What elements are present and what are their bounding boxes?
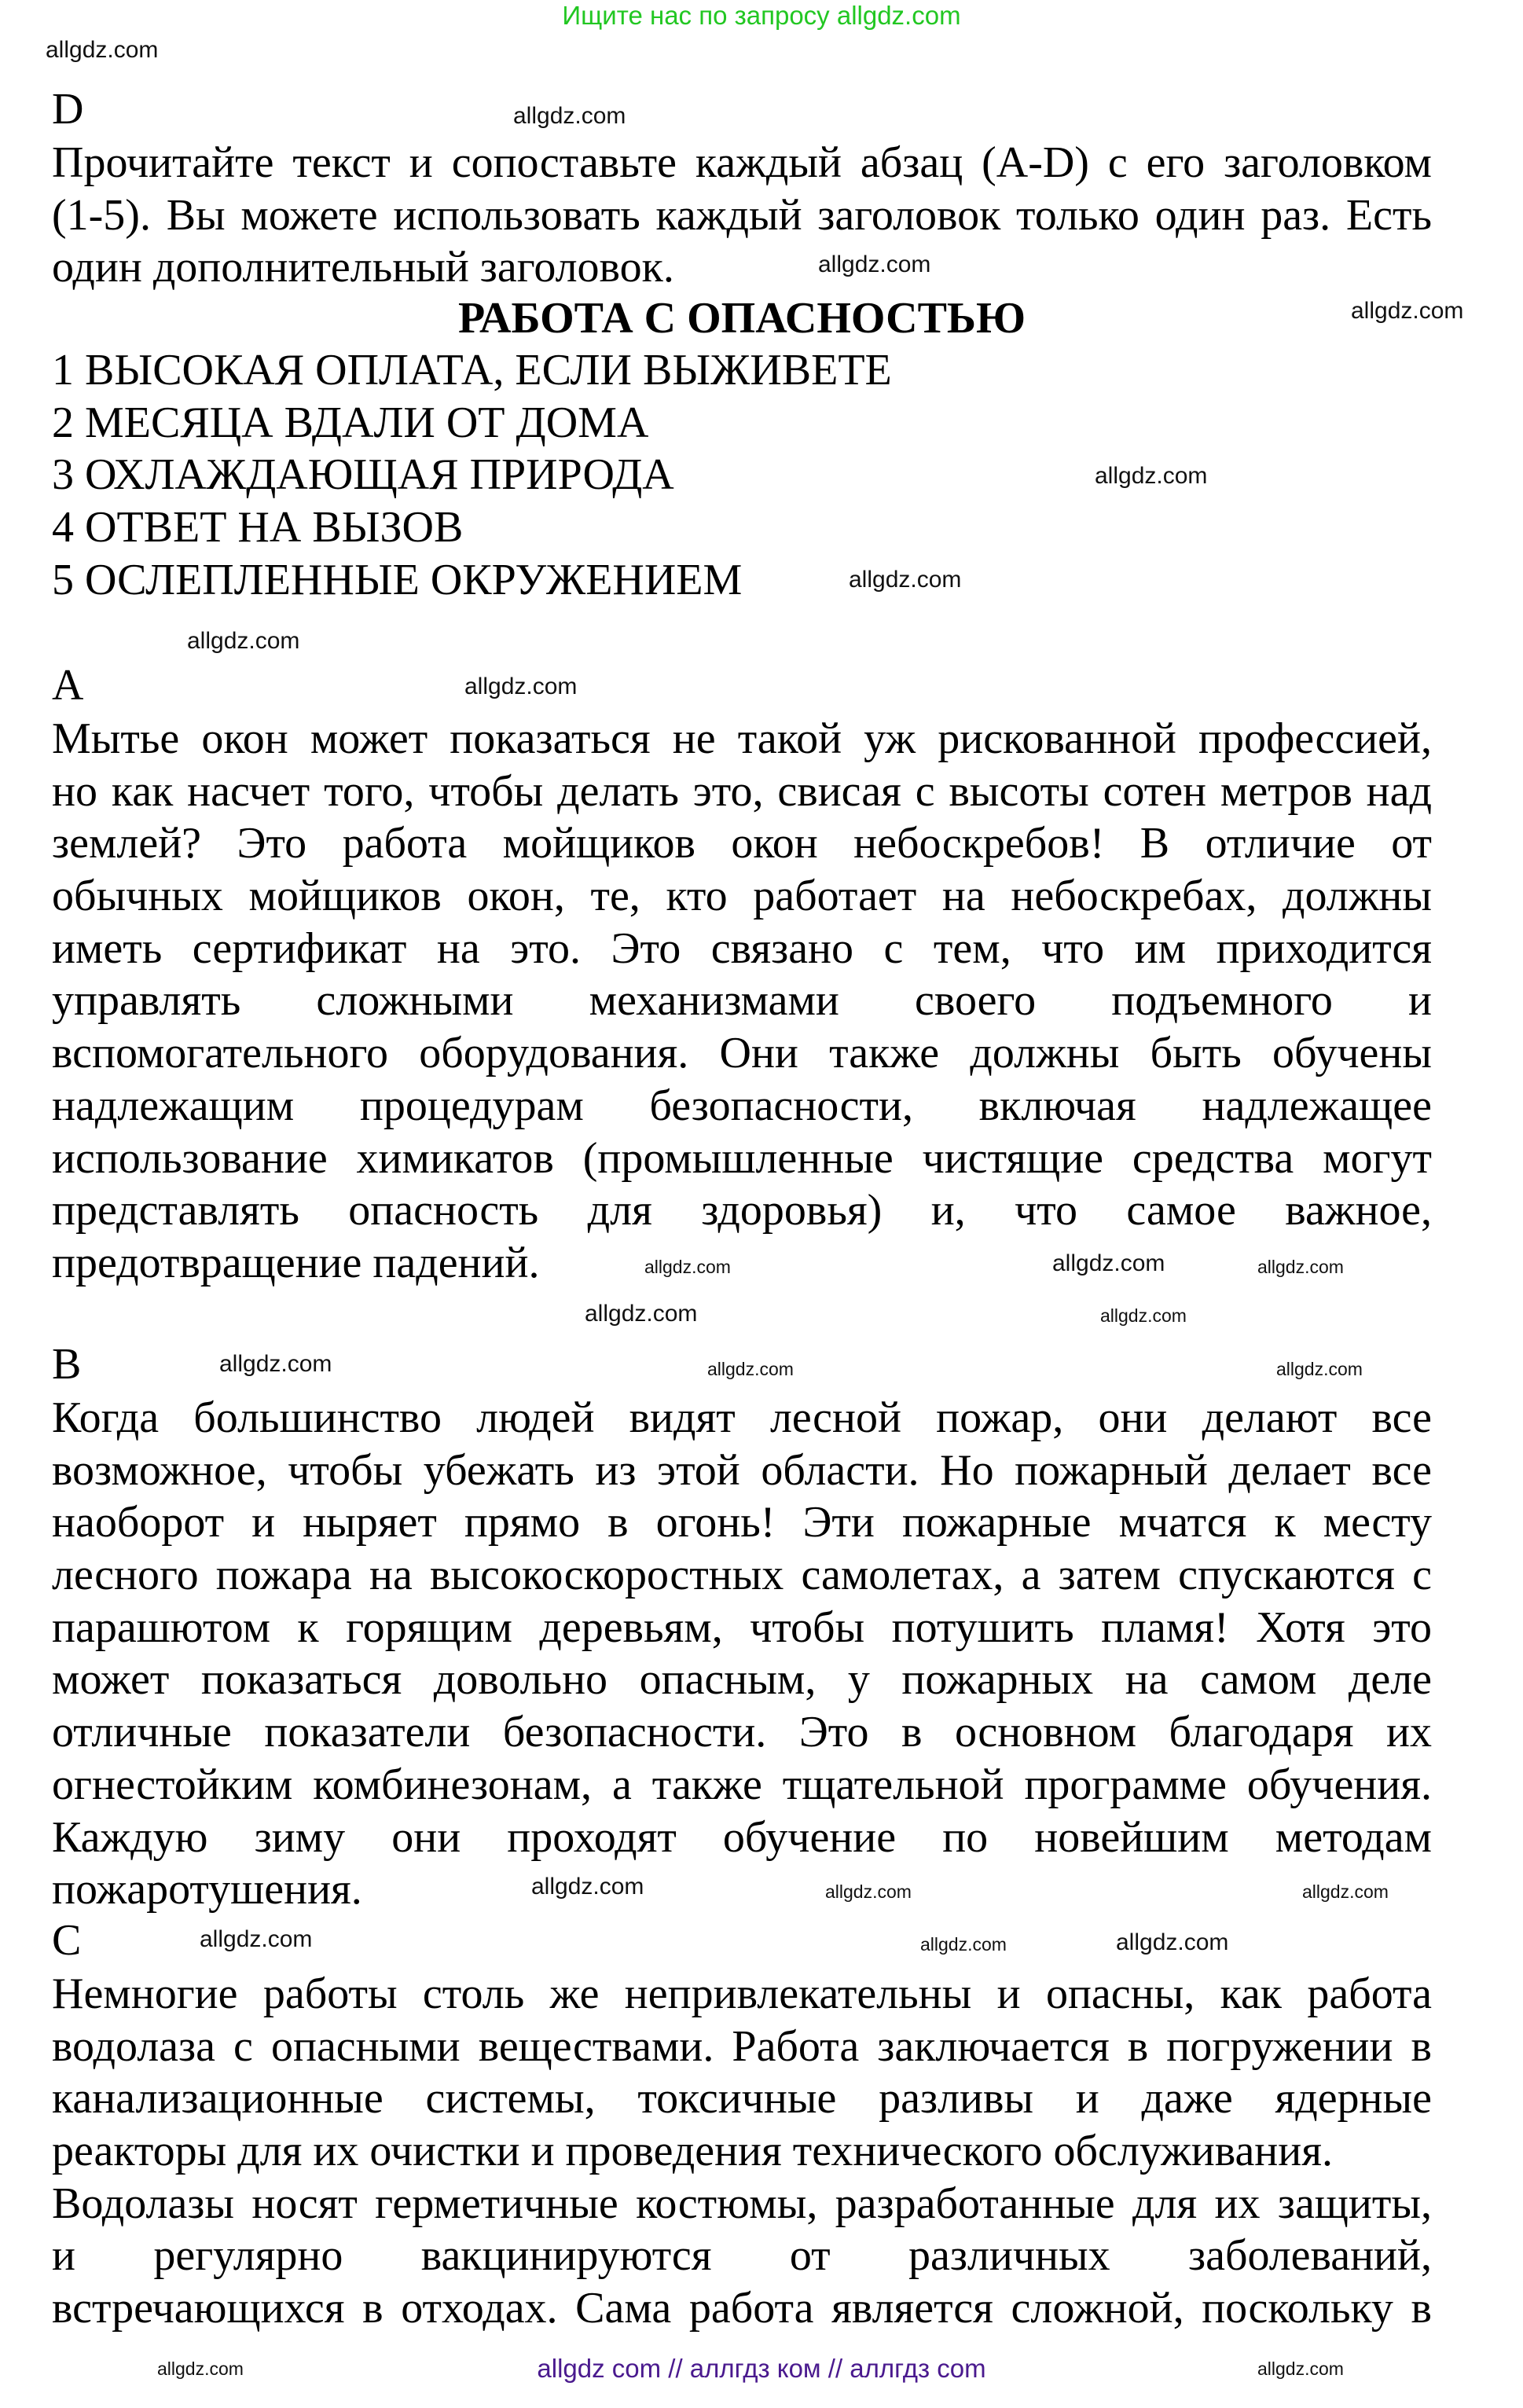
paragraph-a-letter [52,659,1432,712]
heading-option: 2 МЕСЯЦА ВДАЛИ ОТ ДОМА [52,398,649,447]
paragraph-line: водолаза с опасными веществами. Работа заключается в погружении в [52,2021,1432,2071]
heading-option: 4 ОТВЕТ НА ВЫЗОВ [52,503,464,552]
paragraph-line: пожаротушения. [52,1865,362,1914]
watermark: allgdz.com [187,628,300,654]
watermark: allgdz.com [464,674,578,699]
paragraph-line: отличные показатели безопасности. Это в основном благодаря их [52,1708,1432,1757]
heading-option: 1 ВЫСОКАЯ ОПЛАТА, ЕСЛИ ВЫЖИВЕТЕ [52,346,892,395]
paragraph-line: и регулярно вакцинируются от различных заболеваний, [52,2231,1432,2281]
watermark: allgdz.com [818,251,931,277]
paragraph-line: огнестойким комбинезонам, а также тщательной программе обучения. [52,1760,1432,1809]
instruction-line: (1-5). Вы можете использовать каждый заголовок только один раз. Есть [52,190,1432,240]
footer-links: allgdz com // аллгдз ком // аллгдз com [537,2354,986,2383]
watermark: allgdz.com [219,1351,332,1377]
paragraph-line: может показаться довольно опасным, у пожарных на самом деле [52,1655,1432,1705]
paragraph-line: наоборот и ныряет прямо в огонь! Эти пожарные мчатся к месту [52,1498,1432,1547]
watermark: allgdz.com [513,103,626,129]
page-title-row [52,292,1432,345]
watermark: allgdz.com [1100,1305,1187,1326]
paragraph-line: встречающихся в отходах. Сама работа является сложной, поскольку в [52,2284,1432,2333]
instruction-line: Прочитайте текст и сопоставьте каждый абзац (A-D) с его заголовком [52,138,1432,187]
paragraph-line: парашютом к горящим деревьям, чтобы потушить пламя! Хотя это [52,1602,1432,1652]
instruction-text [52,137,1432,294]
watermark: allgdz.com [644,1257,731,1277]
watermark: allgdz.com [157,2358,244,2379]
paragraph-letter: A [52,661,84,710]
watermark: allgdz.com [707,1359,794,1379]
paragraph-line: обычных мойщиков окон, те, кто работает на небоскребах, должны [52,872,1432,921]
paragraph-line: использование химикатов (промышленные чистящие средства могут [52,1133,1432,1183]
paragraph-line: Немногие работы столь же непривлекательны и опасны, как работа [52,1969,1432,2018]
paragraph-line: Мытье окон может показаться не такой уж рискованной профессией, [52,714,1432,763]
paragraph-letter: B [52,1340,82,1389]
paragraph-line: вспомогательного оборудования. Они также должны быть обучены [52,1029,1432,1078]
heading-option: 3 ОХЛАЖДАЮЩАЯ ПРИРОДА [52,450,674,500]
paragraph-a [52,713,1432,1290]
paragraph-b [52,1392,1432,1916]
watermark: allgdz.com [1302,1881,1389,1902]
paragraph-line: надлежащим процедурам безопасности, включая надлежащее [52,1081,1432,1130]
watermark: allgdz.com [1257,2358,1344,2379]
paragraph-line: Когда большинство людей видят лесной пожар, они делают все [52,1393,1432,1442]
paragraph-line: Каждую зиму они проходят обучение по новейшим методам [52,1812,1432,1862]
watermark: allgdz.com [849,567,962,593]
watermark: allgdz.com [200,1926,313,1952]
paragraph-line: лесного пожара на высокоскоростных самолетах, а затем спускаются с [52,1551,1432,1600]
watermark: allgdz.com [1257,1257,1344,1277]
page-title: РАБОТА С ОПАСНОСТЬЮ [457,294,1026,343]
section-letter [52,83,1432,136]
watermark: allgdz.com [1095,463,1208,489]
watermark: allgdz.com [585,1301,698,1327]
watermark: allgdz.com [531,1874,644,1900]
section-letter-text: D [52,85,84,134]
paragraph-line: возможное, чтобы убежать из этой области. Но пожарный делает все [52,1445,1432,1495]
watermark: allgdz.com [46,37,159,63]
paragraph-line: Водолазы носят герметичные костюмы, разработанные для их защиты, [52,2179,1432,2228]
watermark: allgdz.com [1052,1250,1165,1276]
watermark: allgdz.com [1351,298,1464,324]
paragraph-line: иметь сертификат на это. Это связано с тем, что им приходится [52,923,1432,973]
paragraph-line: землей? Это работа мойщиков окон небоскребов! В отличие от [52,819,1432,868]
paragraph-line: управлять сложными механизмами своего подъемного и [52,976,1432,1026]
headings-list [52,344,1432,606]
heading-option: 5 ОСЛЕПЛЕННЫЕ ОКРУЖЕНИЕМ [52,555,743,604]
paragraph-line: реакторы для их очистки и проведения технического обслуживания. [52,2127,1333,2176]
paragraph-line: представлять опасность для здоровья) и, что самое важное, [52,1186,1432,1235]
watermark: allgdz.com [1276,1359,1363,1379]
instruction-line: один дополнительный заголовок. [52,243,674,292]
paragraph-letter: C [52,1916,82,1965]
watermark: allgdz.com [920,1934,1007,1955]
paragraph-c [52,1968,1432,2335]
paragraph-line: но как насчет того, чтобы делать это, свисая с высоты сотен метров над [52,766,1432,816]
watermark: allgdz.com [825,1881,912,1902]
watermark: allgdz.com [1116,1929,1229,1955]
paragraph-line: канализационные системы, токсичные разливы и даже ядерные [52,2074,1432,2124]
search-banner: Ищите нас по запросу allgdz.com [562,1,961,30]
paragraph-line: предотвращение падений. [52,1238,540,1287]
